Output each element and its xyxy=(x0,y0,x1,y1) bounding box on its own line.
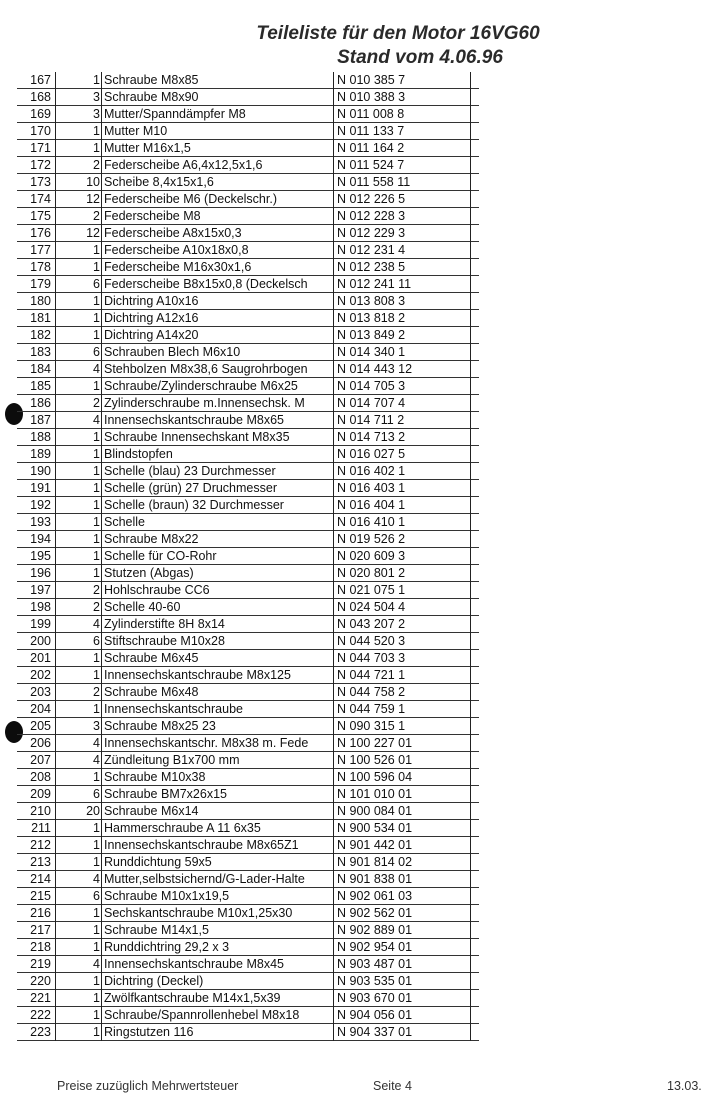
row-number: 196 xyxy=(17,565,56,582)
footer-date: 13.03. xyxy=(667,1079,702,1093)
description: Schelle 40-60 xyxy=(102,599,334,616)
description: Sechskantschraube M10x1,25x30 xyxy=(102,905,334,922)
description: Schelle (blau) 23 Durchmesser xyxy=(102,463,334,480)
description: Federscheibe B8x15x0,8 (Deckelsch xyxy=(102,276,334,293)
description: Schraube M10x38 xyxy=(102,769,334,786)
quantity: 1 xyxy=(56,123,102,140)
quantity: 1 xyxy=(56,531,102,548)
quantity: 2 xyxy=(56,599,102,616)
part-number: N 014 705 3 xyxy=(334,378,471,395)
description: Scheibe 8,4x15x1,6 xyxy=(102,174,334,191)
part-number: N 011 558 11 xyxy=(334,174,471,191)
table-row xyxy=(17,1024,479,1041)
footer-note: Preise zuzüglich Mehrwertsteuer xyxy=(57,1079,239,1093)
quantity: 1 xyxy=(56,820,102,837)
row-number: 197 xyxy=(17,582,56,599)
part-number: N 012 229 3 xyxy=(334,225,471,242)
table-row xyxy=(17,429,479,446)
table-row xyxy=(17,89,479,106)
quantity: 1 xyxy=(56,259,102,276)
row-number: 173 xyxy=(17,174,56,191)
row-number: 178 xyxy=(17,259,56,276)
quantity: 1 xyxy=(56,378,102,395)
part-number: N 100 596 04 xyxy=(334,769,471,786)
part-number: N 902 889 01 xyxy=(334,922,471,939)
table-row xyxy=(17,871,479,888)
quantity: 1 xyxy=(56,769,102,786)
quantity: 1 xyxy=(56,446,102,463)
description: Hammerschraube A 11 6x35 xyxy=(102,820,334,837)
table-row xyxy=(17,293,479,310)
description: Schraube M8x25 23 xyxy=(102,718,334,735)
part-number: N 014 443 12 xyxy=(334,361,471,378)
table-row xyxy=(17,973,479,990)
table-row xyxy=(17,667,479,684)
quantity: 1 xyxy=(56,973,102,990)
part-number: N 012 228 3 xyxy=(334,208,471,225)
table-row xyxy=(17,990,479,1007)
quantity: 4 xyxy=(56,361,102,378)
row-number: 200 xyxy=(17,633,56,650)
table-row xyxy=(17,225,479,242)
quantity: 4 xyxy=(56,616,102,633)
quantity: 1 xyxy=(56,463,102,480)
row-number: 175 xyxy=(17,208,56,225)
quantity: 1 xyxy=(56,990,102,1007)
part-number: N 044 520 3 xyxy=(334,633,471,650)
table-row xyxy=(17,344,479,361)
table-row xyxy=(17,837,479,854)
quantity: 1 xyxy=(56,905,102,922)
description: Federscheibe A10x18x0,8 xyxy=(102,242,334,259)
description: Mutter/Spanndämpfer M8 xyxy=(102,106,334,123)
row-number: 192 xyxy=(17,497,56,514)
description: Stehbolzen M8x38,6 Saugrohrbogen xyxy=(102,361,334,378)
row-number: 206 xyxy=(17,735,56,752)
description: Schraube M8x85 xyxy=(102,72,334,89)
quantity: 1 xyxy=(56,327,102,344)
description: Schraube M6x45 xyxy=(102,650,334,667)
part-number: N 010 388 3 xyxy=(334,89,471,106)
table-row xyxy=(17,684,479,701)
row-number: 194 xyxy=(17,531,56,548)
description: Ringstutzen 116 xyxy=(102,1024,334,1041)
table-row xyxy=(17,701,479,718)
row-number: 188 xyxy=(17,429,56,446)
row-number: 182 xyxy=(17,327,56,344)
table-row xyxy=(17,174,479,191)
part-number: N 010 385 7 xyxy=(334,72,471,89)
description: Schraube M14x1,5 xyxy=(102,922,334,939)
description: Innensechskantschraube M8x125 xyxy=(102,667,334,684)
row-number: 221 xyxy=(17,990,56,1007)
table-row xyxy=(17,939,479,956)
part-number: N 020 609 3 xyxy=(334,548,471,565)
part-number: N 012 226 5 xyxy=(334,191,471,208)
table-row xyxy=(17,395,479,412)
table-row xyxy=(17,718,479,735)
part-number: N 020 801 2 xyxy=(334,565,471,582)
description: Dichtring A12x16 xyxy=(102,310,334,327)
quantity: 1 xyxy=(56,548,102,565)
table-row xyxy=(17,242,479,259)
row-number: 215 xyxy=(17,888,56,905)
quantity: 1 xyxy=(56,922,102,939)
description: Schraube/Spannrollenhebel M8x18 xyxy=(102,1007,334,1024)
quantity: 10 xyxy=(56,174,102,191)
row-number: 176 xyxy=(17,225,56,242)
description: Schrauben Blech M6x10 xyxy=(102,344,334,361)
part-number: N 011 008 8 xyxy=(334,106,471,123)
row-number: 186 xyxy=(17,395,56,412)
table-row xyxy=(17,531,479,548)
table-row xyxy=(17,378,479,395)
row-number: 181 xyxy=(17,310,56,327)
part-number: N 016 410 1 xyxy=(334,514,471,531)
quantity: 1 xyxy=(56,242,102,259)
row-number: 183 xyxy=(17,344,56,361)
description: Schraube M6x14 xyxy=(102,803,334,820)
table-row xyxy=(17,310,479,327)
description: Innensechskantschraube M8x65Z1 xyxy=(102,837,334,854)
row-number: 167 xyxy=(17,72,56,89)
quantity: 1 xyxy=(56,667,102,684)
table-row xyxy=(17,956,479,973)
part-number: N 013 849 2 xyxy=(334,327,471,344)
description: Runddichtung 59x5 xyxy=(102,854,334,871)
table-row xyxy=(17,922,479,939)
row-number: 195 xyxy=(17,548,56,565)
part-number: N 014 711 2 xyxy=(334,412,471,429)
quantity: 1 xyxy=(56,701,102,718)
footer-page: Seite 4 xyxy=(373,1079,412,1093)
part-number: N 044 758 2 xyxy=(334,684,471,701)
part-number: N 101 010 01 xyxy=(334,786,471,803)
table-row xyxy=(17,327,479,344)
description: Federscheibe M8 xyxy=(102,208,334,225)
table-row xyxy=(17,650,479,667)
row-number: 177 xyxy=(17,242,56,259)
description: Schraube Innensechskant M8x35 xyxy=(102,429,334,446)
quantity: 1 xyxy=(56,72,102,89)
table-row xyxy=(17,599,479,616)
quantity: 6 xyxy=(56,276,102,293)
part-number: N 011 164 2 xyxy=(334,140,471,157)
description: Schelle (braun) 32 Durchmesser xyxy=(102,497,334,514)
quantity: 4 xyxy=(56,871,102,888)
table-row xyxy=(17,72,479,89)
description: Blindstopfen xyxy=(102,446,334,463)
part-number: N 902 061 03 xyxy=(334,888,471,905)
quantity: 12 xyxy=(56,191,102,208)
description: Hohlschraube CC6 xyxy=(102,582,334,599)
row-number: 171 xyxy=(17,140,56,157)
row-number: 185 xyxy=(17,378,56,395)
part-number: N 100 227 01 xyxy=(334,735,471,752)
part-number: N 100 526 01 xyxy=(334,752,471,769)
quantity: 2 xyxy=(56,157,102,174)
table-row xyxy=(17,565,479,582)
quantity: 4 xyxy=(56,735,102,752)
part-number: N 903 670 01 xyxy=(334,990,471,1007)
quantity: 1 xyxy=(56,854,102,871)
description: Dichtring A10x16 xyxy=(102,293,334,310)
part-number: N 013 818 2 xyxy=(334,310,471,327)
table-row xyxy=(17,616,479,633)
row-number: 179 xyxy=(17,276,56,293)
quantity: 1 xyxy=(56,140,102,157)
row-number: 211 xyxy=(17,820,56,837)
row-number: 201 xyxy=(17,650,56,667)
row-number: 190 xyxy=(17,463,56,480)
table-row xyxy=(17,854,479,871)
page-title: Teileliste für den Motor 16VG60 xyxy=(256,23,540,44)
part-number: N 900 534 01 xyxy=(334,820,471,837)
part-number: N 901 838 01 xyxy=(334,871,471,888)
row-number: 169 xyxy=(17,106,56,123)
row-number: 209 xyxy=(17,786,56,803)
table-row xyxy=(17,548,479,565)
table-row xyxy=(17,361,479,378)
part-number: N 024 504 4 xyxy=(334,599,471,616)
table-row xyxy=(17,276,479,293)
part-number: N 019 526 2 xyxy=(334,531,471,548)
quantity: 12 xyxy=(56,225,102,242)
row-number: 219 xyxy=(17,956,56,973)
description: Schelle (grün) 27 Druchmesser xyxy=(102,480,334,497)
row-number: 203 xyxy=(17,684,56,701)
description: Schelle für CO-Rohr xyxy=(102,548,334,565)
page-subtitle: Stand vom 4.06.96 xyxy=(337,47,503,68)
description: Federscheibe A8x15x0,3 xyxy=(102,225,334,242)
description: Schraube M6x48 xyxy=(102,684,334,701)
quantity: 1 xyxy=(56,514,102,531)
quantity: 1 xyxy=(56,480,102,497)
row-number: 217 xyxy=(17,922,56,939)
part-number: N 013 808 3 xyxy=(334,293,471,310)
part-number: N 012 241 11 xyxy=(334,276,471,293)
quantity: 2 xyxy=(56,208,102,225)
part-number: N 014 713 2 xyxy=(334,429,471,446)
row-number: 220 xyxy=(17,973,56,990)
table-row xyxy=(17,412,479,429)
quantity: 3 xyxy=(56,89,102,106)
description: Schelle xyxy=(102,514,334,531)
row-number: 222 xyxy=(17,1007,56,1024)
part-number: N 016 027 5 xyxy=(334,446,471,463)
parts-table xyxy=(17,72,479,1041)
part-number: N 090 315 1 xyxy=(334,718,471,735)
part-number: N 044 759 1 xyxy=(334,701,471,718)
part-number: N 044 721 1 xyxy=(334,667,471,684)
row-number: 198 xyxy=(17,599,56,616)
row-number: 199 xyxy=(17,616,56,633)
quantity: 1 xyxy=(56,650,102,667)
quantity: 6 xyxy=(56,344,102,361)
part-number: N 011 524 7 xyxy=(334,157,471,174)
part-number: N 021 075 1 xyxy=(334,582,471,599)
row-number: 208 xyxy=(17,769,56,786)
quantity: 6 xyxy=(56,888,102,905)
quantity: 2 xyxy=(56,684,102,701)
description: Innensechskantschraube M8x45 xyxy=(102,956,334,973)
description: Schraube M10x1x19,5 xyxy=(102,888,334,905)
table-row xyxy=(17,633,479,650)
row-number: 168 xyxy=(17,89,56,106)
row-number: 193 xyxy=(17,514,56,531)
row-number: 174 xyxy=(17,191,56,208)
part-number: N 014 707 4 xyxy=(334,395,471,412)
quantity: 1 xyxy=(56,837,102,854)
row-number: 170 xyxy=(17,123,56,140)
part-number: N 012 238 5 xyxy=(334,259,471,276)
quantity: 4 xyxy=(56,752,102,769)
quantity: 1 xyxy=(56,310,102,327)
row-number: 207 xyxy=(17,752,56,769)
table-row xyxy=(17,1007,479,1024)
quantity: 6 xyxy=(56,786,102,803)
row-number: 172 xyxy=(17,157,56,174)
row-number: 216 xyxy=(17,905,56,922)
row-number: 180 xyxy=(17,293,56,310)
description: Schraube M8x22 xyxy=(102,531,334,548)
part-number: N 016 404 1 xyxy=(334,497,471,514)
row-number: 184 xyxy=(17,361,56,378)
table-row xyxy=(17,820,479,837)
table-row xyxy=(17,106,479,123)
description: Innensechskantschraube xyxy=(102,701,334,718)
part-number: N 904 056 01 xyxy=(334,1007,471,1024)
table-row xyxy=(17,191,479,208)
description: Stiftschraube M10x28 xyxy=(102,633,334,650)
description: Innensechskantschraube M8x65 xyxy=(102,412,334,429)
quantity: 1 xyxy=(56,497,102,514)
row-number: 204 xyxy=(17,701,56,718)
quantity: 1 xyxy=(56,565,102,582)
row-number: 202 xyxy=(17,667,56,684)
quantity: 3 xyxy=(56,106,102,123)
table-row xyxy=(17,497,479,514)
description: Innensechskantschr. M8x38 m. Fede xyxy=(102,735,334,752)
description: Schraube BM7x26x15 xyxy=(102,786,334,803)
description: Zwölfkantschraube M14x1,5x39 xyxy=(102,990,334,1007)
description: Schraube M8x90 xyxy=(102,89,334,106)
row-number: 189 xyxy=(17,446,56,463)
table-row xyxy=(17,752,479,769)
quantity: 4 xyxy=(56,956,102,973)
table-row xyxy=(17,463,479,480)
description: Federscheibe M6 (Deckelschr.) xyxy=(102,191,334,208)
table-row xyxy=(17,259,479,276)
description: Dichtring A14x20 xyxy=(102,327,334,344)
table-row xyxy=(17,208,479,225)
quantity: 3 xyxy=(56,718,102,735)
description: Mutter M10 xyxy=(102,123,334,140)
part-number: N 903 487 01 xyxy=(334,956,471,973)
row-number: 187 xyxy=(17,412,56,429)
quantity: 6 xyxy=(56,633,102,650)
row-number: 212 xyxy=(17,837,56,854)
quantity: 1 xyxy=(56,1024,102,1041)
description: Zylinderschraube m.Innensechsk. M xyxy=(102,395,334,412)
description: Stutzen (Abgas) xyxy=(102,565,334,582)
description: Federscheibe M16x30x1,6 xyxy=(102,259,334,276)
description: Schraube/Zylinderschraube M6x25 xyxy=(102,378,334,395)
description: Mutter,selbstsichernd/G-Lader-Halte xyxy=(102,871,334,888)
table-row xyxy=(17,514,479,531)
table-row xyxy=(17,123,479,140)
part-number: N 012 231 4 xyxy=(334,242,471,259)
quantity: 1 xyxy=(56,1007,102,1024)
table-row xyxy=(17,140,479,157)
description: Runddichtring 29,2 x 3 xyxy=(102,939,334,956)
part-number: N 900 084 01 xyxy=(334,803,471,820)
part-number: N 902 562 01 xyxy=(334,905,471,922)
table-row xyxy=(17,786,479,803)
row-number: 191 xyxy=(17,480,56,497)
part-number: N 043 207 2 xyxy=(334,616,471,633)
row-number: 205 xyxy=(17,718,56,735)
part-number: N 011 133 7 xyxy=(334,123,471,140)
quantity: 20 xyxy=(56,803,102,820)
part-number: N 014 340 1 xyxy=(334,344,471,361)
quantity: 1 xyxy=(56,293,102,310)
part-number: N 902 954 01 xyxy=(334,939,471,956)
row-number: 218 xyxy=(17,939,56,956)
quantity: 1 xyxy=(56,939,102,956)
table-row xyxy=(17,735,479,752)
description: Dichtring (Deckel) xyxy=(102,973,334,990)
part-number: N 901 442 01 xyxy=(334,837,471,854)
quantity: 2 xyxy=(56,582,102,599)
description: Federscheibe A6,4x12,5x1,6 xyxy=(102,157,334,174)
quantity: 4 xyxy=(56,412,102,429)
table-row xyxy=(17,769,479,786)
part-number: N 903 535 01 xyxy=(334,973,471,990)
table-row xyxy=(17,582,479,599)
part-number: N 016 402 1 xyxy=(334,463,471,480)
description: Mutter M16x1,5 xyxy=(102,140,334,157)
row-number: 213 xyxy=(17,854,56,871)
row-number: 223 xyxy=(17,1024,56,1041)
part-number: N 044 703 3 xyxy=(334,650,471,667)
description: Zündleitung B1x700 mm xyxy=(102,752,334,769)
quantity: 1 xyxy=(56,429,102,446)
part-number: N 901 814 02 xyxy=(334,854,471,871)
description: Zylinderstifte 8H 8x14 xyxy=(102,616,334,633)
part-number: N 016 403 1 xyxy=(334,480,471,497)
table-row xyxy=(17,803,479,820)
row-number: 210 xyxy=(17,803,56,820)
part-number: N 904 337 01 xyxy=(334,1024,471,1041)
table-row xyxy=(17,888,479,905)
quantity: 2 xyxy=(56,395,102,412)
row-number: 214 xyxy=(17,871,56,888)
table-row xyxy=(17,446,479,463)
table-row xyxy=(17,905,479,922)
table-row xyxy=(17,480,479,497)
table-row xyxy=(17,157,479,174)
